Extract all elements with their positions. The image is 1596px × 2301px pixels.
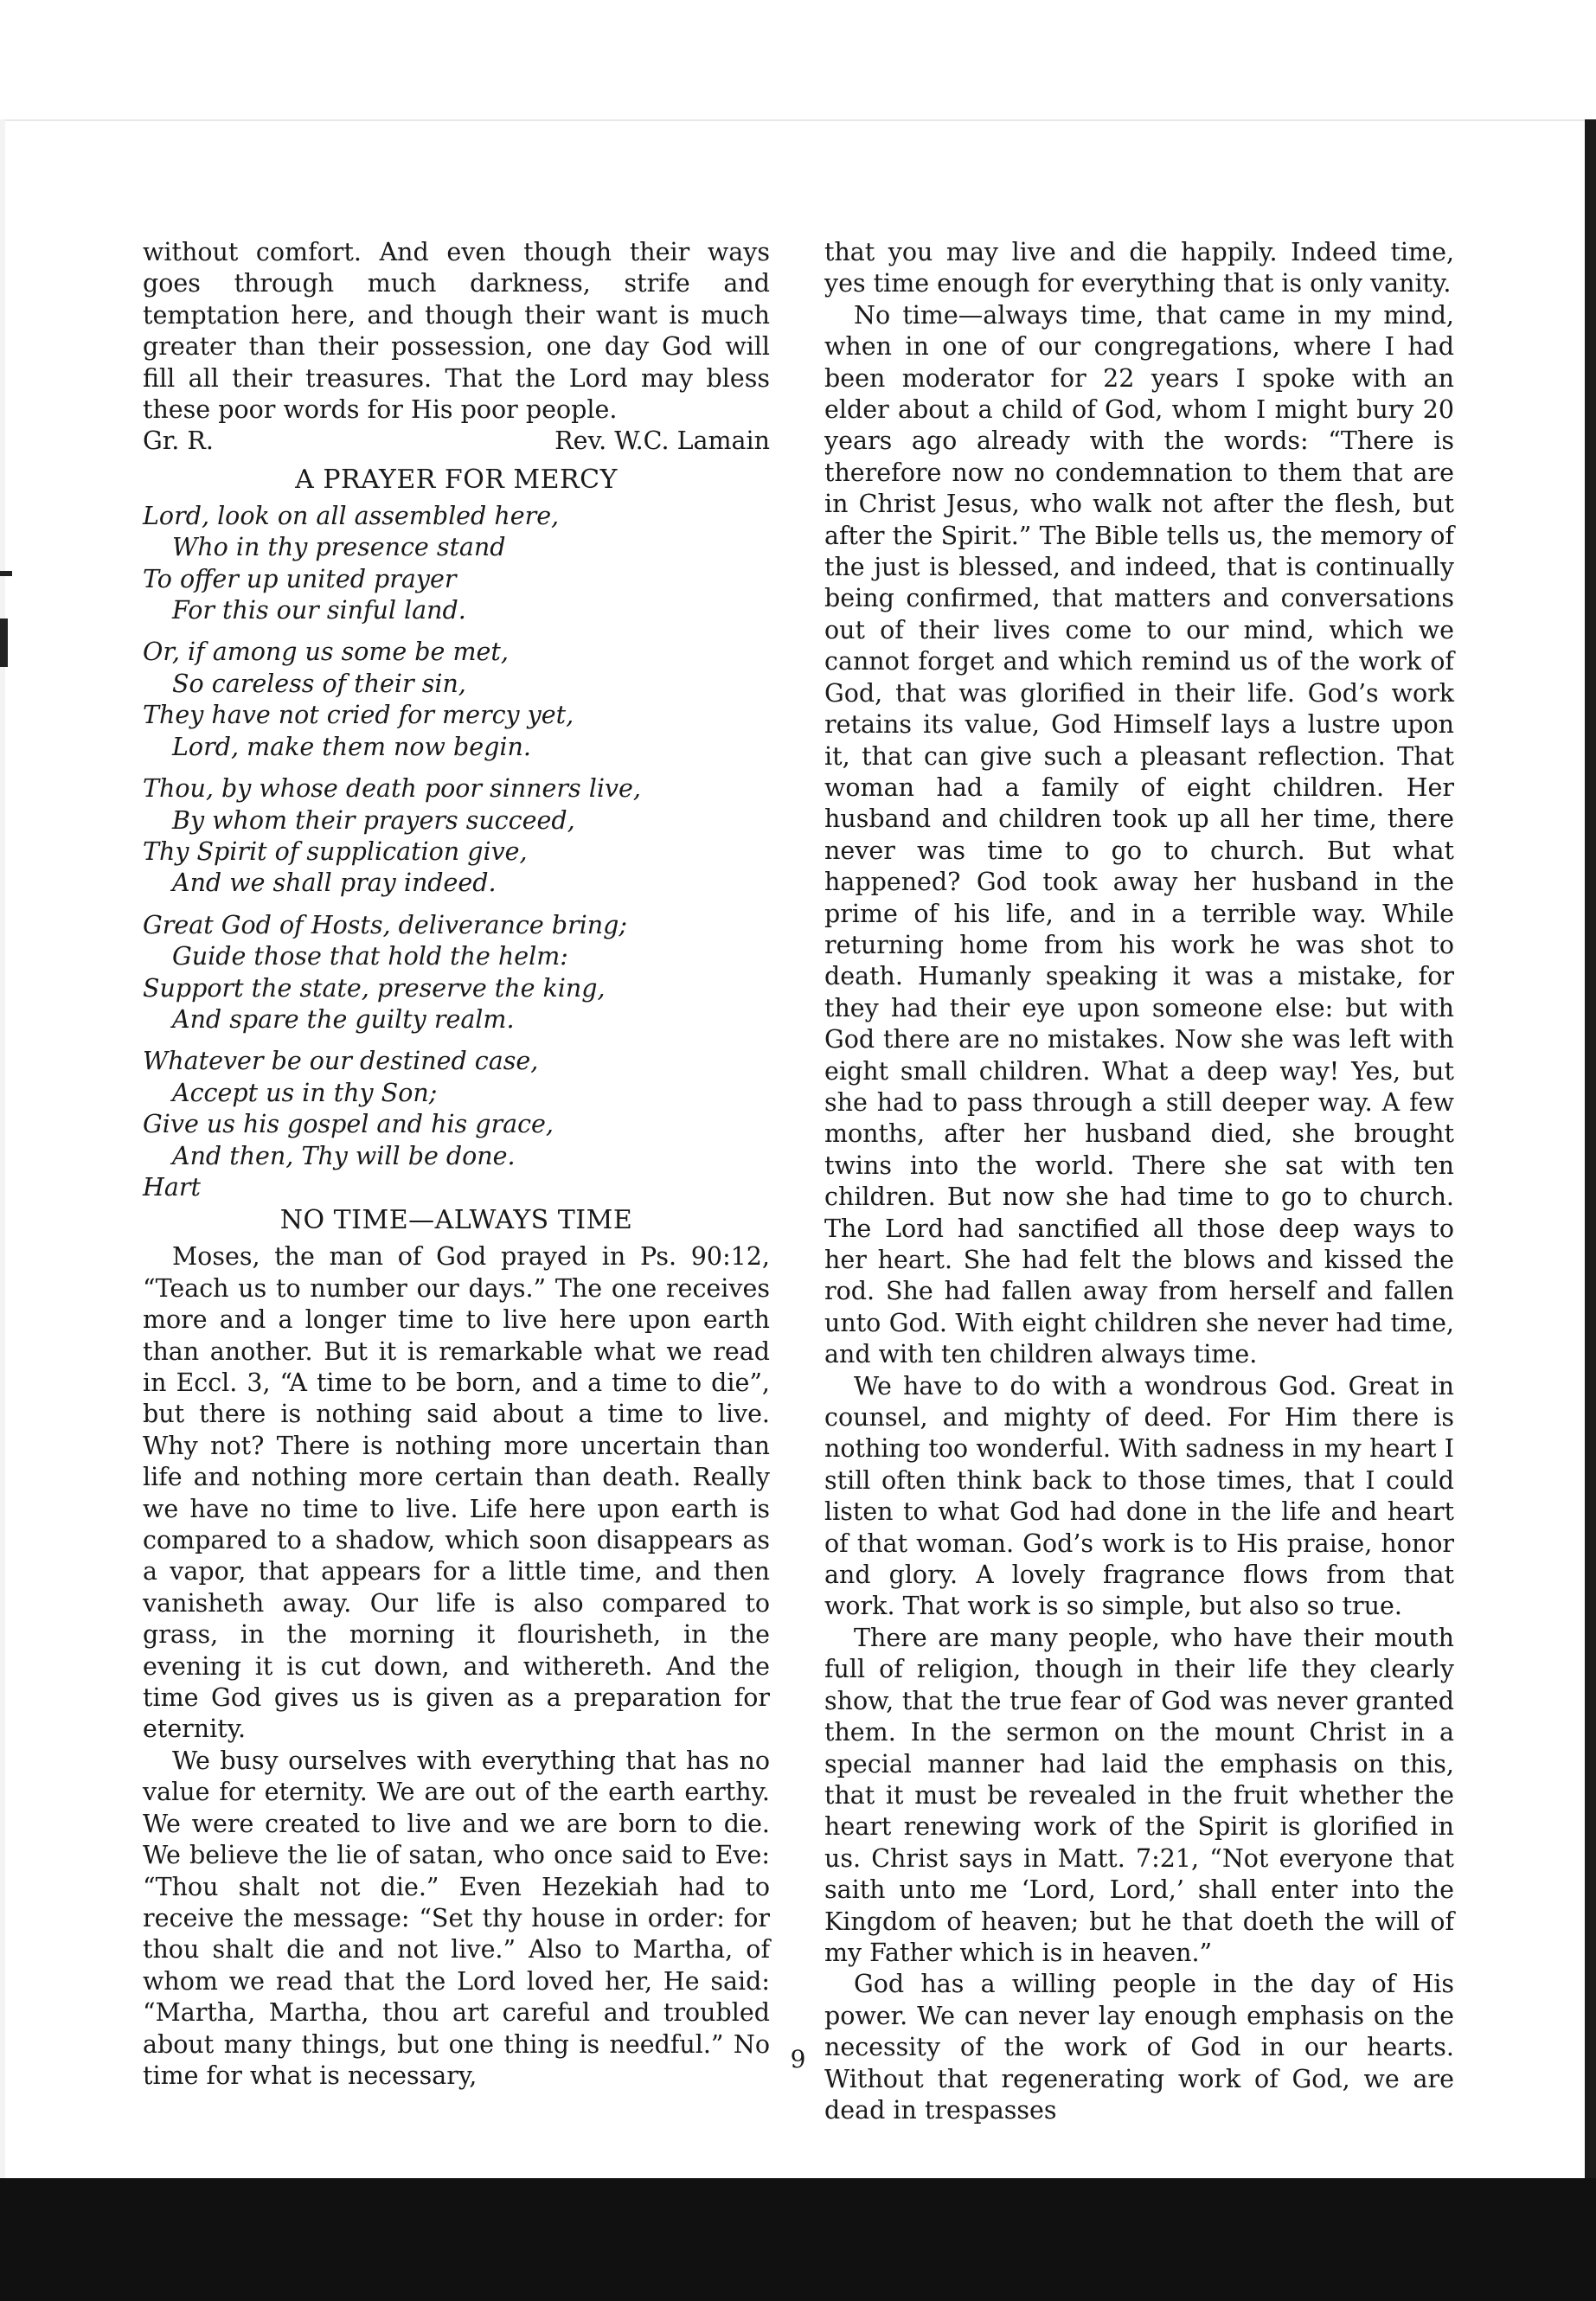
poem-line: Guide those that hold the helm: [172, 942, 568, 971]
poem-line: And spare the guilty realm. [172, 1004, 515, 1034]
poem-line: Who in thy presence stand [172, 533, 506, 562]
poem-title: A PRAYER FOR MERCY [295, 464, 618, 495]
poem-line: Lord, look on all assembled here, [143, 501, 560, 530]
poem-line: Whatever be our destined case, [143, 1047, 539, 1076]
signature-line [143, 426, 770, 457]
poem-stanza [143, 1046, 770, 1172]
poem-stanza [143, 773, 770, 900]
article-paragraph: No time—always time, that came in my mind, when in one of our congregations, where I had been moderator for 22 years I spoke with an elder about a child of God, whom I might bury 20 years ago already with the words: “There is therefore now no condemnation to them that are in Christ Jesus, who walk not after the flesh, but after the Spirit.” The Bible tells us, the memory of the just is blessed, and indeed, that is continually being confirmed, that matters and conversations out of their lives come to our mind, which we cannot forget and which remind us of the work of God, that was glorified in their life. God’s work retains its value, God Himself lays a lustre upon it, that can give such a pleasant reflection. That woman had a family of eight children. Her husband and children took up all her time, there never was time to go to church. But what happened? God took away her husband in the prime of his life, and in a terrible way. While returning home from his work he was shot to death. Humanly speaking it was a mistake, for they had their eye upon someone else: but with God there are no mistakes. Now she was left with eight small children. What a deep way! Yes, but she had to pass through a still deeper way. A few months, after her husband died, she brought twins into the world. There she sat with ten children. But now she had time to go to church. The Lord had sanctified all those deep ways to her heart. She had felt the blows and kissed the rod. She had fallen away from herself and fallen unto God. With eight children she never had time, and with ten children always time. [824, 300, 1454, 1369]
poem-stanza [143, 637, 770, 763]
signature-author: Rev. W.C. Lamain [554, 426, 770, 456]
poem-line: For this our sinful land. [172, 596, 466, 625]
poem-line: Or, if among us some be met, [143, 638, 509, 667]
article-paragraph: We busy ourselves with everything that has no value for eternity. We are out of the earth earthy. We were created to live and we are born to die. We believe the lie of satan, who once said to Eve: “Thou shalt not die.” Even Hezekiah had to receive the message: “Set thy house in order: for thou shalt die and not live.” Also to Martha, of whom we read that the Lord loved her, He said: “Martha, Martha, thou art careful and troubled about many things, but one thing is needful.” No time for what is necessary, [143, 1746, 770, 2090]
page-number: 9 [790, 2045, 806, 2073]
poem-line: Great God of Hosts, deliverance bring; [143, 910, 627, 939]
article-paragraph: We have to do with a wondrous God. Great in counsel, and mighty of deed. For Him there is nothing too wonderful. With sadness in my heart I still often think back to those times, that I could listen to what God had done in the life and heart of that woman. God’s work is to His praise, honor and glory. A lovely fragrance flows from that work. That work is so simple, but also so true. [824, 1371, 1454, 1621]
poem-line: To offer up united prayer [143, 564, 457, 593]
poem-line: And then, Thy will be done. [172, 1141, 516, 1170]
poem-stanza [143, 501, 770, 627]
poem-line: Accept us in thy Son; [172, 1078, 438, 1107]
scan-right-edge [1585, 119, 1596, 2178]
poem-line: Support the state, preserve the king, [143, 973, 606, 1003]
poem-line: Lord, make them now begin. [172, 732, 531, 761]
scan-mark [0, 619, 8, 667]
poem-line: By whom their prayers succeed, [172, 805, 575, 835]
signature-initials: Gr. R. [143, 426, 214, 456]
poem-line: They have not cried for mercy yet, [143, 701, 574, 730]
poem-stanza [143, 910, 770, 1036]
scan-mark [0, 571, 12, 576]
right-column [824, 237, 1454, 2126]
article-paragraph: that you may live and die happily. Indeed time, yes time enough for everything that is only vanity. [824, 238, 1454, 298]
scan-left-edge [0, 119, 5, 2178]
article-paragraph: There are many people, who have their mouth full of religion, though in their life they clearly show, that the true fear of God was never granted them. In the sermon on the mount Christ in a special manner had laid the emphasis on this, that it must be revealed in the fruit whether the heart renewing work of the Spirit is glorified in us. Christ says in Matt. 7:21, “Not everyone that saith unto me ‘Lord, Lord,’ shall enter into the Kingdom of heaven; but he that doeth the will of my Father which is in heaven.” [824, 1623, 1454, 1967]
opening-paragraph: without comfort. And even though their ways goes through much darkness, strife and temptation here, and though their want is much greater than their possession, one day God will fill all their treasures. That the Lord may bless these poor words for His poor people. [143, 238, 770, 425]
scan-bottom-edge [0, 2178, 1596, 2301]
poem-line: Give us his gospel and his grace, [143, 1110, 554, 1139]
article-title: NO TIME—ALWAYS TIME [279, 1205, 633, 1236]
poem-line: And we shall pray indeed. [172, 868, 497, 898]
poem-line: Thy Spirit of supplication give, [143, 836, 528, 866]
poem-line: So careless of their sin, [172, 669, 466, 698]
article-paragraph: Moses, the man of God prayed in Ps. 90:12, “Teach us to number our days.” The one receives more and a longer time to live here upon earth than another. But it is remarkable what we read in Eccl. 3, “A time to be born, and a time to die”, but there is nothing said about a time to live. Why not? There is nothing more uncertain than life and nothing more certain than death. Really we have no time to live. Life here upon earth is compared to a shadow, which soon disappears as a vapor, that appears for a little time, and then vanisheth away. Our life is also compared to grass, in the morning it flourisheth, in the evening it is cut down, and withereth. And the time God gives us is given as a preparation for eternity. [143, 1242, 770, 1744]
poem-author: Hart [143, 1172, 201, 1202]
poem [143, 501, 770, 1172]
top-margin [0, 0, 1596, 119]
poem-line: Thou, by whose death poor sinners live, [143, 774, 641, 804]
left-column [143, 237, 770, 2092]
article-paragraph: God has a willing people in the day of His power. We can never lay enough emphasis on the necessity of the work of God in our hearts. Without that regenerating work of God, we are dead in trespasses [824, 1970, 1454, 2125]
